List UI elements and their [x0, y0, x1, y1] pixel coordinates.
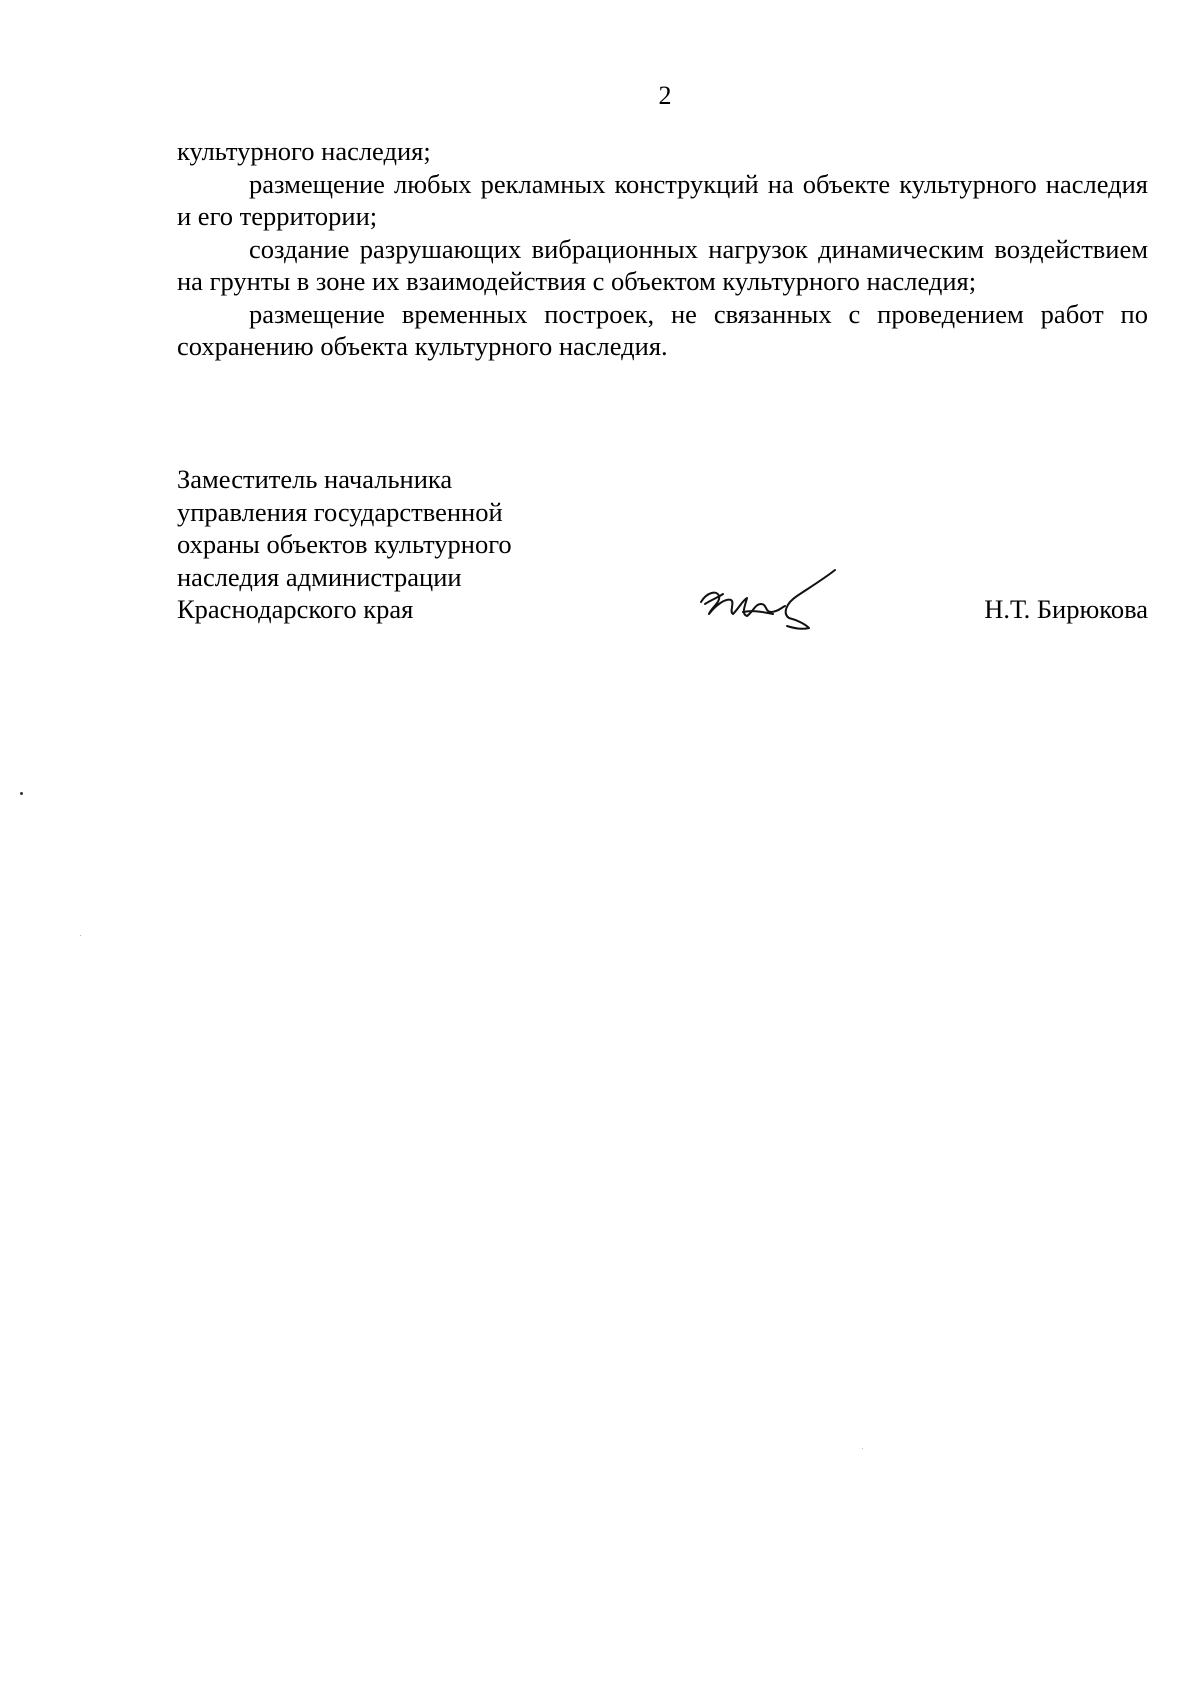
scan-speck [80, 935, 81, 936]
scan-speck [862, 1448, 863, 1449]
signer-name: Н.Т. Бирюкова [984, 594, 1148, 624]
signer-title-line: Заместитель начальника [177, 464, 453, 494]
signature-block [177, 463, 1148, 633]
signer-title [177, 463, 512, 626]
signer-title-line: охраны объектов культурного [177, 529, 512, 559]
scan-speck [20, 792, 23, 795]
paragraph-temporary-buildings: размещение временных построек, не связанных с проведением работ по сохранению объекта культурного наследия. [177, 298, 1148, 361]
signer-title-line: управления государственной [177, 496, 503, 527]
signer-title-line: Краснодарского края [177, 594, 414, 624]
signer-title-line: наследия администрации [177, 561, 462, 592]
paragraph-continuation: культурного наследия; [177, 136, 431, 166]
paragraph-advertising: размещение любых рекламных конструкций на объекте культурного наследия и его территории; [177, 168, 1148, 231]
document-body [177, 135, 1148, 363]
paragraph-vibration: создание разрушающих вибрационных нагрузок динамическим воздействием на грунты в зоне их взаимодействия с объектом культурного наследия; [177, 233, 1148, 296]
handwritten-signature [697, 568, 837, 633]
page-number: 2 [658, 81, 672, 110]
